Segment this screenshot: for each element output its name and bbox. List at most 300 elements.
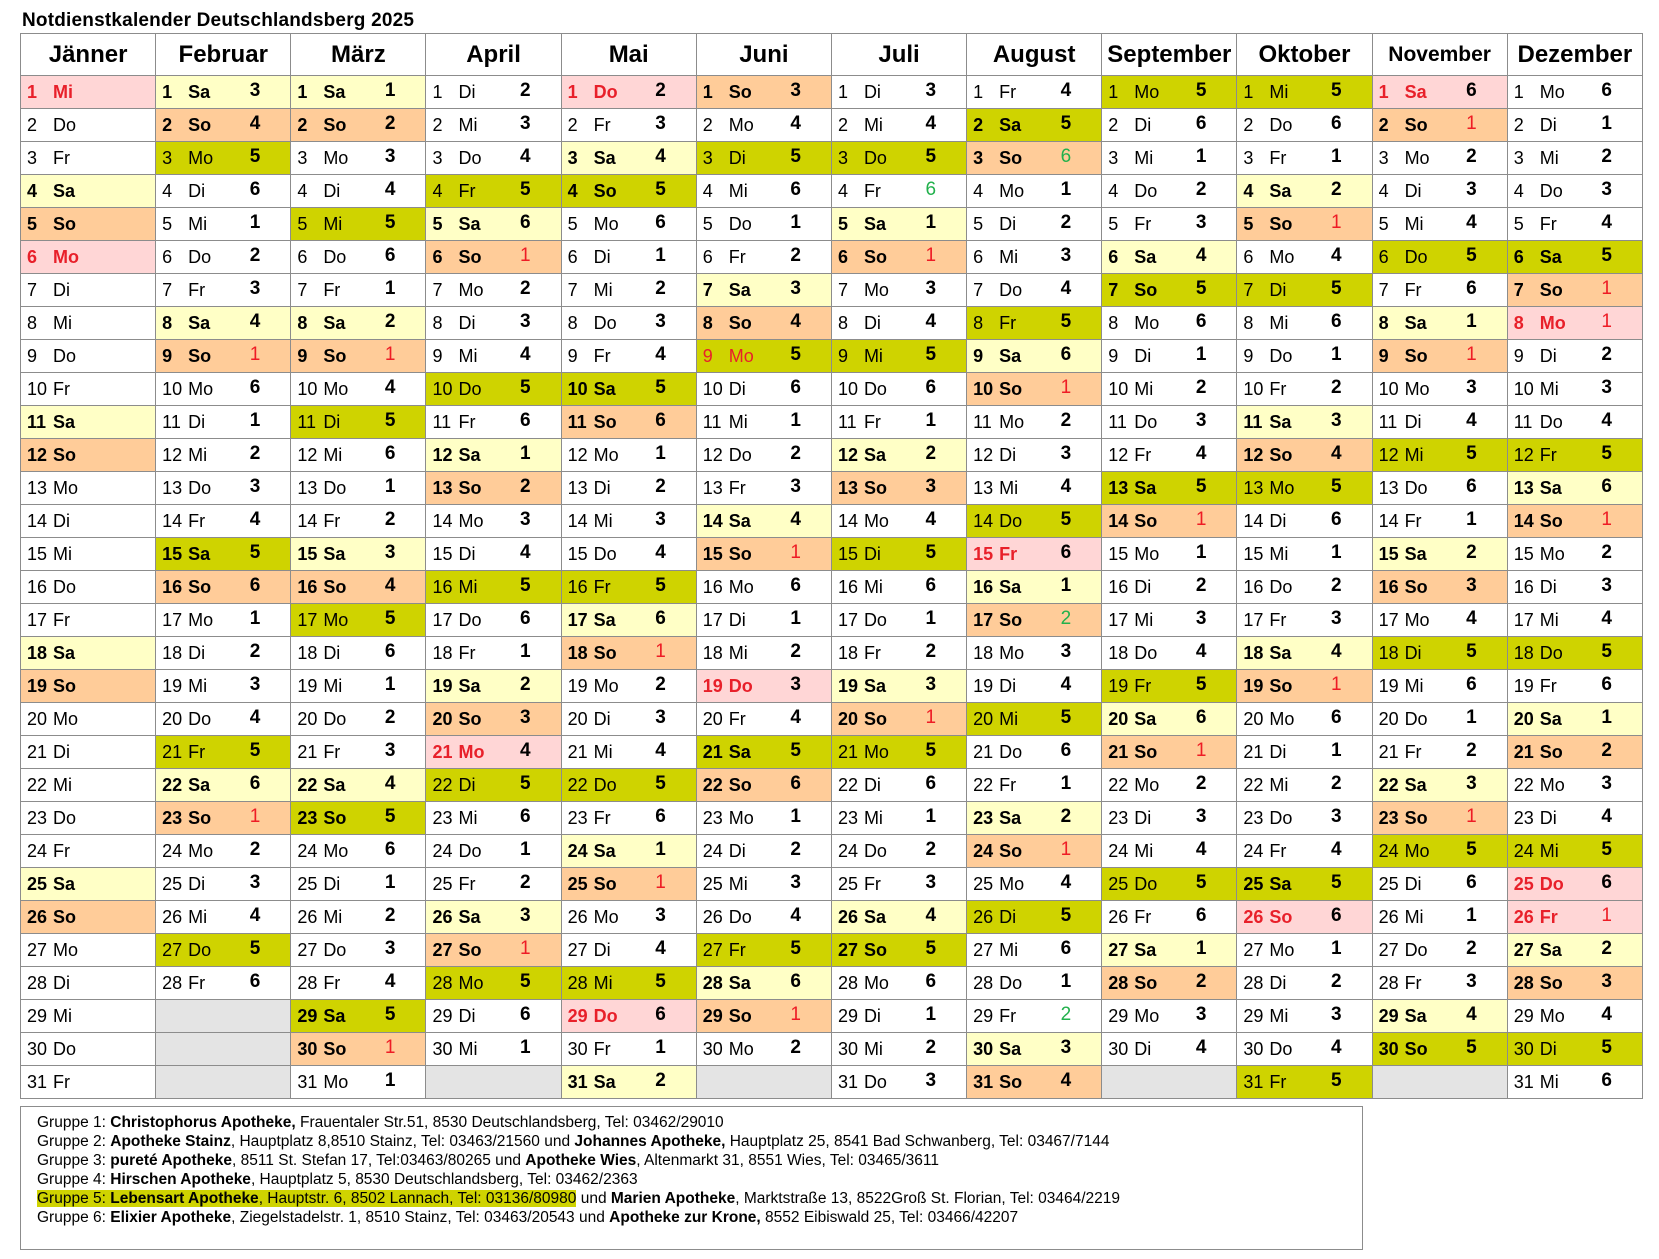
duty-group: 4 xyxy=(790,113,801,134)
day-cell xyxy=(291,439,426,472)
day-number: 13 xyxy=(567,478,588,498)
weekday: Mo xyxy=(1404,610,1430,630)
weekday: So xyxy=(728,775,752,795)
day-cell xyxy=(21,340,156,373)
weekday: So xyxy=(999,841,1023,861)
duty-group: 4 xyxy=(1601,212,1612,233)
day-cell xyxy=(696,1000,831,1033)
duty-group: 1 xyxy=(384,1070,396,1091)
day-number: 24 xyxy=(297,841,318,861)
day-cell xyxy=(1372,1033,1507,1066)
day-number: 8 xyxy=(1108,313,1119,333)
weekday: Mo xyxy=(999,643,1025,663)
weekday: Fr xyxy=(593,808,611,828)
day-number: 4 xyxy=(27,181,38,201)
month-header: Mai xyxy=(561,34,696,76)
weekday: Sa xyxy=(53,181,76,201)
day-cell xyxy=(1372,868,1507,901)
day-cell xyxy=(426,373,561,406)
duty-group: 1 xyxy=(790,806,801,827)
day-number: 31 xyxy=(837,1072,858,1092)
weekday: So xyxy=(728,544,752,564)
duty-group: 1 xyxy=(790,608,801,629)
day-number: 30 xyxy=(702,1039,723,1059)
day-cell xyxy=(696,736,831,769)
day-number: 9 xyxy=(162,346,173,366)
day-number: 1 xyxy=(567,82,578,102)
weekday: Sa xyxy=(1269,874,1292,894)
day-cell xyxy=(291,802,426,835)
duty-group: 6 xyxy=(1195,113,1207,134)
day-cell xyxy=(1372,406,1507,439)
day-cell xyxy=(1102,472,1237,505)
day-cell xyxy=(1507,406,1642,439)
weekday: Do xyxy=(53,808,77,828)
weekday: Do xyxy=(1404,940,1428,960)
day-number: 23 xyxy=(1513,808,1534,828)
day-number: 1 xyxy=(702,82,713,102)
duty-group: 6 xyxy=(1601,872,1612,893)
day-cell xyxy=(156,538,291,571)
day-number: 29 xyxy=(27,1006,48,1026)
day-number: 7 xyxy=(702,280,713,300)
weekday: Mo xyxy=(593,907,619,927)
day-number: 19 xyxy=(1513,676,1534,696)
duty-group: 1 xyxy=(1330,542,1342,563)
day-cell xyxy=(21,934,156,967)
day-cell xyxy=(967,76,1102,109)
weekday: So xyxy=(1404,346,1428,366)
weekday: Mo xyxy=(728,346,754,366)
month-header: Juni xyxy=(696,34,831,76)
day-cell xyxy=(1237,967,1372,1000)
day-number: 7 xyxy=(27,280,38,300)
duty-group: 5 xyxy=(384,410,396,431)
day-number: 28 xyxy=(27,973,48,993)
day-cell xyxy=(291,670,426,703)
day-number: 1 xyxy=(1108,82,1119,102)
day-number: 14 xyxy=(432,511,453,531)
day-cell xyxy=(1372,142,1507,175)
day-number: 6 xyxy=(432,247,443,267)
day-cell xyxy=(426,241,561,274)
weekday: Do xyxy=(863,379,887,399)
day-cell xyxy=(1237,208,1372,241)
weekday: Sa xyxy=(323,1006,346,1026)
day-cell xyxy=(1102,274,1237,307)
duty-group: 2 xyxy=(1195,971,1207,992)
duty-group: 5 xyxy=(249,146,261,167)
day-number: 29 xyxy=(837,1006,858,1026)
duty-group: 6 xyxy=(1601,476,1612,497)
weekday: Di xyxy=(999,445,1017,465)
pharmacy-details: Hauptplatz 25, 8541 Bad Schwanberg, Tel: 03467/7144 xyxy=(725,1133,1110,1150)
day-cell xyxy=(21,208,156,241)
day-number: 4 xyxy=(432,181,443,201)
weekday: Do xyxy=(53,577,77,597)
duty-group: 1 xyxy=(520,839,531,860)
duty-group: 6 xyxy=(249,773,261,794)
duty-group: 1 xyxy=(790,212,801,233)
day-cell xyxy=(21,406,156,439)
weekday: Mo xyxy=(323,379,349,399)
day-cell xyxy=(21,109,156,142)
duty-group: 2 xyxy=(1601,344,1612,365)
weekday: Mi xyxy=(323,907,343,927)
day-row xyxy=(21,604,1643,637)
pharmacy-details: , Marktstraße 13, 8522Groß St. Florian, Tel: 03464/2219 xyxy=(735,1190,1121,1207)
day-number: 12 xyxy=(973,445,994,465)
duty-group: 1 xyxy=(1601,278,1612,299)
duty-group: 6 xyxy=(384,443,396,464)
duty-group: 6 xyxy=(925,773,937,794)
day-number: 26 xyxy=(567,907,588,927)
day-cell xyxy=(1237,802,1372,835)
day-number: 4 xyxy=(837,181,848,201)
duty-group: 2 xyxy=(1330,971,1342,992)
duty-group: 3 xyxy=(1601,575,1612,596)
day-row xyxy=(21,934,1643,967)
duty-group: 6 xyxy=(1330,905,1342,926)
duty-group: 3 xyxy=(790,674,801,695)
day-cell xyxy=(561,670,696,703)
day-row xyxy=(21,802,1643,835)
duty-group: 3 xyxy=(1195,608,1207,629)
weekday: Fr xyxy=(1404,280,1422,300)
day-cell xyxy=(426,1033,561,1066)
weekday: Sa xyxy=(1134,709,1157,729)
day-number: 9 xyxy=(432,346,443,366)
duty-group: 5 xyxy=(1195,476,1207,497)
day-row xyxy=(21,175,1643,208)
weekday: Mi xyxy=(1134,610,1154,630)
weekday: Mi xyxy=(458,808,478,828)
day-cell xyxy=(561,1033,696,1066)
duty-group: 1 xyxy=(1601,707,1612,728)
duty-group: 2 xyxy=(925,1037,937,1058)
day-number: 12 xyxy=(432,445,453,465)
duty-group: 4 xyxy=(1060,872,1072,893)
day-number: 29 xyxy=(567,1006,588,1026)
weekday: Fr xyxy=(863,181,881,201)
duty-group: 3 xyxy=(1601,971,1612,992)
day-cell xyxy=(561,241,696,274)
duty-group: 6 xyxy=(1060,740,1072,761)
weekday: Fr xyxy=(188,511,206,531)
day-cell xyxy=(1507,241,1642,274)
weekday: Mo xyxy=(1269,709,1295,729)
day-cell xyxy=(696,604,831,637)
day-number: 13 xyxy=(162,478,183,498)
day-cell xyxy=(831,802,966,835)
duty-group: 1 xyxy=(1330,212,1342,233)
duty-group: 5 xyxy=(384,608,396,629)
day-number: 26 xyxy=(837,907,858,927)
duty-group: 2 xyxy=(1330,575,1342,596)
day-cell xyxy=(426,802,561,835)
duty-group: 3 xyxy=(520,113,531,134)
weekday: Di xyxy=(728,841,746,861)
weekday: Sa xyxy=(323,82,346,102)
duty-group: 1 xyxy=(1195,146,1207,167)
duty-group: 3 xyxy=(249,674,261,695)
day-number: 24 xyxy=(1243,841,1264,861)
day-cell xyxy=(291,472,426,505)
duty-group: 3 xyxy=(655,509,666,530)
weekday: Di xyxy=(593,940,611,960)
duty-group: 1 xyxy=(1601,113,1612,134)
day-cell xyxy=(561,571,696,604)
duty-group: 2 xyxy=(249,443,261,464)
weekday: Sa xyxy=(53,874,76,894)
day-cell xyxy=(1102,208,1237,241)
day-cell xyxy=(426,1000,561,1033)
day-cell xyxy=(561,109,696,142)
duty-group: 3 xyxy=(249,872,261,893)
weekday: Mo xyxy=(53,709,79,729)
weekday: Sa xyxy=(1404,82,1427,102)
legend-prefix: Gruppe 6: xyxy=(37,1209,111,1226)
weekday: Fr xyxy=(1539,445,1557,465)
day-number: 17 xyxy=(702,610,723,630)
duty-group: 1 xyxy=(249,806,261,827)
day-number: 8 xyxy=(1513,313,1524,333)
day-number: 26 xyxy=(1513,907,1534,927)
day-cell xyxy=(21,175,156,208)
duty-group: 6 xyxy=(655,212,666,233)
duty-group: 3 xyxy=(520,707,531,728)
duty-group: 2 xyxy=(1195,575,1207,596)
day-number: 6 xyxy=(27,247,38,267)
day-cell xyxy=(1372,373,1507,406)
weekday: Do xyxy=(323,940,347,960)
legend-row xyxy=(37,1133,1109,1151)
day-cell xyxy=(561,538,696,571)
day-cell xyxy=(696,802,831,835)
duty-group: 6 xyxy=(1466,80,1477,101)
duty-group: 2 xyxy=(790,245,801,266)
day-number: 29 xyxy=(1513,1006,1534,1026)
duty-group: 6 xyxy=(1330,509,1342,530)
day-cell xyxy=(1372,439,1507,472)
day-number: 12 xyxy=(702,445,723,465)
duty-group: 1 xyxy=(1601,905,1612,926)
day-cell xyxy=(1102,373,1237,406)
weekday: Di xyxy=(188,181,206,201)
day-number: 16 xyxy=(162,577,183,597)
day-number: 11 xyxy=(432,412,452,432)
duty-group: 3 xyxy=(790,278,801,299)
day-number: 10 xyxy=(27,379,48,399)
day-cell xyxy=(1507,373,1642,406)
duty-group: 3 xyxy=(384,146,396,167)
weekday: Fr xyxy=(728,478,746,498)
weekday: Sa xyxy=(728,973,751,993)
day-number: 6 xyxy=(297,247,308,267)
weekday: Mi xyxy=(1404,676,1424,696)
day-cell xyxy=(1507,439,1642,472)
duty-group: 4 xyxy=(1060,278,1072,299)
day-number: 25 xyxy=(1108,874,1129,894)
day-number: 11 xyxy=(702,412,722,432)
legend-prefix: Gruppe 4: xyxy=(37,1171,111,1188)
day-number: 13 xyxy=(27,478,48,498)
weekday: Mo xyxy=(458,742,485,762)
weekday: Fr xyxy=(999,82,1017,102)
day-number: 31 xyxy=(973,1072,994,1092)
weekday: Sa xyxy=(1404,544,1427,564)
duty-group: 3 xyxy=(1330,410,1342,431)
day-cell xyxy=(291,307,426,340)
day-number: 6 xyxy=(702,247,713,267)
day-cell xyxy=(1102,76,1237,109)
duty-group: 5 xyxy=(655,773,666,794)
duty-group: 2 xyxy=(1060,608,1072,629)
weekday: Sa xyxy=(863,214,886,234)
day-number: 23 xyxy=(162,808,183,828)
day-cell xyxy=(426,736,561,769)
day-cell xyxy=(696,505,831,538)
day-cell xyxy=(1372,505,1507,538)
day-cell xyxy=(1507,274,1642,307)
legend-prefix: Gruppe 5: xyxy=(37,1190,111,1207)
weekday: Mo xyxy=(593,445,619,465)
duty-group: 4 xyxy=(1060,476,1072,497)
day-cell xyxy=(1507,1033,1642,1066)
day-number: 21 xyxy=(567,742,588,762)
day-cell xyxy=(967,340,1102,373)
day-cell xyxy=(561,340,696,373)
day-number: 8 xyxy=(1243,313,1254,333)
day-number: 9 xyxy=(27,346,38,366)
day-cell xyxy=(831,1066,966,1099)
duty-group: 2 xyxy=(790,641,801,662)
weekday: Do xyxy=(323,709,347,729)
day-number: 5 xyxy=(1513,214,1524,234)
duty-group: 5 xyxy=(1466,443,1477,464)
day-number: 15 xyxy=(1243,544,1264,564)
weekday: So xyxy=(1404,115,1428,135)
duty-group: 3 xyxy=(655,311,666,332)
weekday: Di xyxy=(999,907,1017,927)
weekday: Do xyxy=(593,775,617,795)
duty-group: 1 xyxy=(1060,179,1072,200)
day-cell xyxy=(967,175,1102,208)
day-cell xyxy=(967,439,1102,472)
day-number: 10 xyxy=(162,379,183,399)
day-cell xyxy=(1372,934,1507,967)
weekday: Mo xyxy=(999,874,1025,894)
weekday: Do xyxy=(728,445,752,465)
day-row xyxy=(21,439,1643,472)
weekday: Mo xyxy=(188,610,214,630)
duty-group: 6 xyxy=(1195,707,1207,728)
day-cell xyxy=(696,208,831,241)
day-cell xyxy=(1507,835,1642,868)
duty-group: 1 xyxy=(384,278,396,299)
day-cell xyxy=(21,1000,156,1033)
day-number: 17 xyxy=(1243,610,1264,630)
weekday: Mo xyxy=(1269,940,1295,960)
day-number: 20 xyxy=(973,709,994,729)
day-cell xyxy=(156,406,291,439)
weekday: Mo xyxy=(323,610,349,630)
day-cell xyxy=(1372,241,1507,274)
weekday: Fr xyxy=(458,412,476,432)
weekday: Mi xyxy=(188,907,208,927)
day-number: 21 xyxy=(702,742,723,762)
weekday: Do xyxy=(999,973,1023,993)
weekday: Sa xyxy=(323,313,346,333)
duty-group: 2 xyxy=(790,443,801,464)
weekday: Mo xyxy=(1539,544,1565,564)
day-number: 25 xyxy=(297,874,318,894)
day-number: 10 xyxy=(1108,379,1129,399)
day-cell xyxy=(1237,241,1372,274)
day-cell xyxy=(967,670,1102,703)
weekday: Do xyxy=(1134,643,1158,663)
day-number: 3 xyxy=(27,148,38,168)
duty-group: 5 xyxy=(520,179,531,200)
day-cell xyxy=(967,901,1102,934)
weekday: Mo xyxy=(1134,313,1160,333)
day-cell xyxy=(967,703,1102,736)
weekday: So xyxy=(1539,511,1563,531)
day-cell xyxy=(291,505,426,538)
day-row xyxy=(21,1066,1643,1099)
duty-group: 1 xyxy=(655,1037,666,1058)
day-number: 16 xyxy=(973,577,994,597)
pharmacy-name: Apotheke Stainz xyxy=(110,1133,231,1150)
duty-group: 3 xyxy=(925,674,937,695)
day-cell xyxy=(156,637,291,670)
duty-group: 2 xyxy=(1330,179,1342,200)
duty-group: 1 xyxy=(384,80,396,101)
day-number: 13 xyxy=(432,478,453,498)
weekday: Mi xyxy=(1539,841,1559,861)
day-number: 10 xyxy=(432,379,453,399)
day-number: 17 xyxy=(1378,610,1399,630)
weekday: Do xyxy=(1134,874,1158,894)
empty-cell xyxy=(1102,1066,1237,1099)
weekday: Mi xyxy=(1539,148,1559,168)
duty-group: 6 xyxy=(925,377,937,398)
weekday: Mi xyxy=(1134,379,1154,399)
day-cell xyxy=(967,241,1102,274)
day-number: 22 xyxy=(162,775,183,795)
day-number: 28 xyxy=(1378,973,1399,993)
weekday: Do xyxy=(863,841,887,861)
day-number: 16 xyxy=(837,577,858,597)
day-number: 20 xyxy=(297,709,318,729)
weekday: Mo xyxy=(1539,313,1566,333)
duty-group: 5 xyxy=(1330,80,1342,101)
calendar-table xyxy=(20,33,1643,1099)
day-cell xyxy=(696,835,831,868)
day-row xyxy=(21,373,1643,406)
weekday: Mo xyxy=(728,115,754,135)
day-cell xyxy=(291,736,426,769)
day-number: 10 xyxy=(1513,379,1534,399)
weekday: Mo xyxy=(863,280,889,300)
weekday: So xyxy=(323,346,347,366)
duty-group: 1 xyxy=(384,344,396,365)
duty-group: 4 xyxy=(384,575,396,596)
day-row xyxy=(21,406,1643,439)
weekday: Mi xyxy=(323,676,343,696)
day-number: 22 xyxy=(297,775,318,795)
day-number: 23 xyxy=(1378,808,1399,828)
